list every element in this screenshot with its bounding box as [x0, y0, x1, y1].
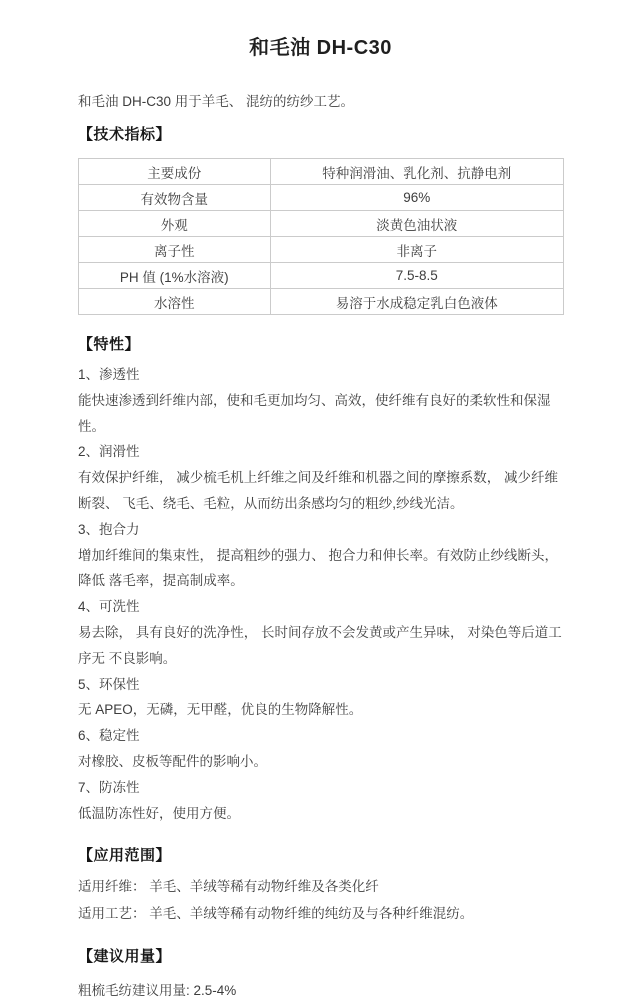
feature-body: 低温防冻性好，使用方便。 — [78, 805, 240, 821]
feature-title: 3、抱合力 — [78, 521, 140, 537]
spec-label: 主要成份 — [79, 159, 271, 185]
feature-body: 无 APEO，无磷，无甲醛，优良的生物降解性。 — [78, 702, 363, 718]
table-row — [79, 159, 564, 185]
features-list — [78, 362, 563, 826]
feature-title: 4、可洗性 — [78, 599, 140, 615]
table-row — [79, 211, 564, 237]
table-row — [79, 289, 564, 315]
section-heading-application: 【应用范围】 — [78, 847, 172, 865]
section-heading-features: 【特性】 — [78, 336, 141, 353]
section-heading-dosage: 【建议用量】 — [78, 948, 172, 966]
spec-value: 淡黄色油状液 — [270, 211, 563, 237]
feature-title: 1、渗透性 — [78, 367, 140, 382]
feature-body: 能快速渗透到纤维内部，使和毛更加均匀、高效，使纤维有良好的柔软性和保湿性。 — [78, 392, 551, 434]
feature-body: 对橡胶、皮板等配件的影响小。 — [78, 753, 267, 769]
spec-table-body — [79, 159, 564, 315]
spec-label: 外观 — [79, 211, 271, 237]
spec-value: 特种润滑油、乳化剂、抗静电剂 — [270, 159, 563, 185]
feature-title: 5、环保性 — [78, 676, 140, 692]
feature-title: 2、润滑性 — [78, 444, 140, 460]
table-row — [79, 237, 564, 263]
application-fiber-line: 适用纤维： 羊毛、羊绒等稀有动物纤维及各类化纤 — [78, 879, 379, 895]
application-process-line: 适用工艺： 羊毛、羊绒等稀有动物纤维的纯纺及与各种纤维混纺。 — [78, 906, 474, 922]
spec-label: PH 值 (1%水溶液) — [79, 263, 271, 289]
feature-title: 7、防冻性 — [78, 779, 140, 795]
section-heading-tech-specs: 【技术指标】 — [78, 126, 172, 143]
intro-text: 和毛油 DH-C30 用于羊毛、 混纺的纺纱工艺。 — [78, 94, 355, 109]
spec-label: 有效物含量 — [79, 185, 271, 211]
table-row — [79, 185, 564, 211]
spec-value: 易溶于水成稳定乳白色液体 — [270, 289, 563, 315]
spec-value: 96% — [270, 185, 563, 211]
table-row — [79, 263, 564, 289]
feature-body: 增加纤维间的集束性， 提高粗纱的强力、 抱合力和伸长率。有效防止纱线断头， 降低 落毛率，提高制成率。 — [78, 547, 559, 589]
spec-table — [78, 158, 564, 315]
feature-body: 有效保护纤维， 减少梳毛机上纤维之间及纤维和机器之间的摩擦系数， 减少纤维断裂、 飞毛、绕毛、毛粒，从而纺出条感均匀的粗纱,纱线光洁。 — [78, 470, 559, 511]
feature-body: 易去除， 具有良好的洗净性， 长时间存放不会发黄或产生异味， 对染色等后道工序无 不良影响。 — [78, 624, 562, 666]
dosage-recommendation: 粗梳毛纺建议用量: 2.5-4% — [78, 983, 237, 999]
application-block — [78, 873, 563, 927]
spec-value: 7.5-8.5 — [270, 263, 563, 289]
feature-title: 6、稳定性 — [78, 728, 140, 744]
spec-value: 非离子 — [270, 237, 563, 263]
page-title: 和毛油 DH-C30 — [249, 37, 392, 59]
spec-label: 离子性 — [79, 237, 271, 263]
spec-label: 水溶性 — [79, 289, 271, 315]
